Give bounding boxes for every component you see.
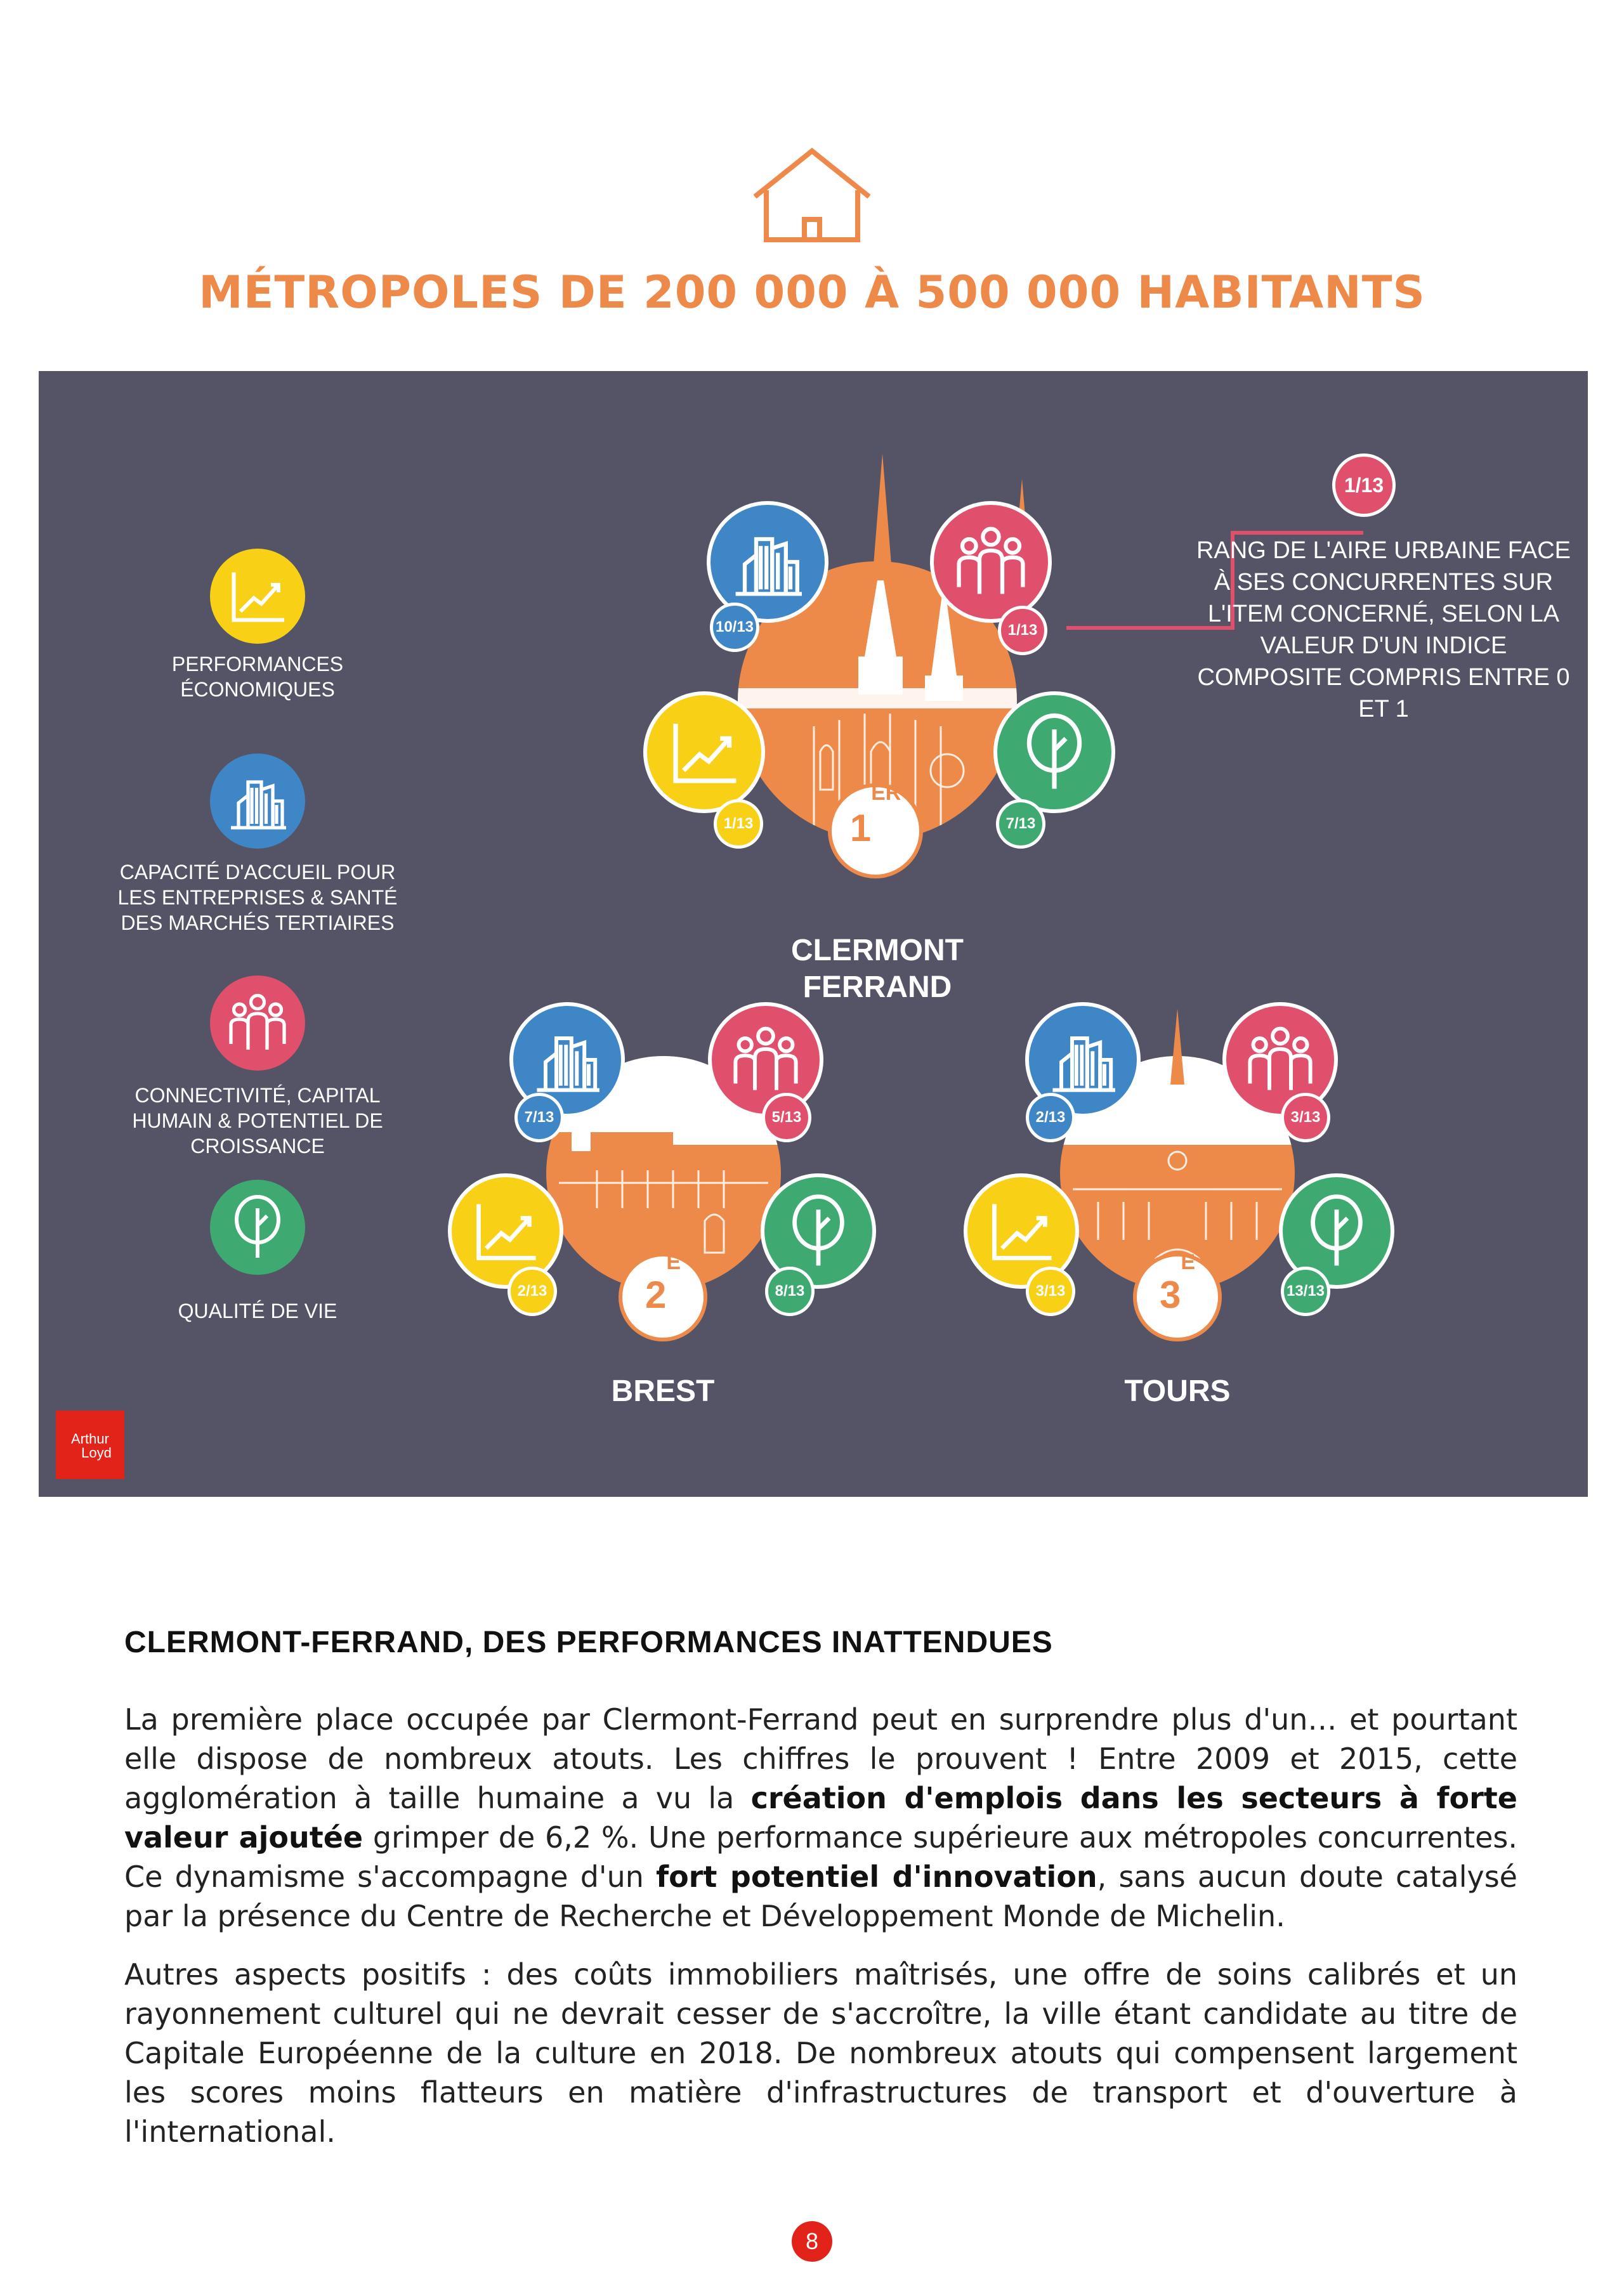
- legend-label-capacity: CAPACITÉ D'ACCUEIL POUR LES ENTREPRISES & SANTÉ DES MARCHÉS TERTIAIRES: [117, 861, 398, 934]
- clermont-place-suffix: ER: [871, 781, 901, 805]
- p1-part-a: La première place occupée par Clermont-Ferrand peut en surprendre plus d'un… et pourtant elle dispose de nombreux atouts. Les chiffres le prouvent ! Entre 2009 et 2015, cette agglomération à taille humaine a vu la: [124, 1702, 1517, 1815]
- p1-part-e: , sans aucun doute catalysé par la présence du Centre de Recherche et Développement Monde de Michelin.: [124, 1860, 1517, 1933]
- brest-buildings-rank: 7/13: [514, 1093, 564, 1142]
- tours-place-badge: [1133, 1250, 1222, 1341]
- brest-people-rank: 5/13: [762, 1093, 811, 1142]
- logo-line1: Arthur: [71, 1431, 109, 1447]
- page-title: MÉTROPOLES DE 200 000 À 500 000 HABITANTS: [199, 266, 1425, 318]
- house-icon: [749, 145, 875, 246]
- brest-people-icon: [708, 1002, 823, 1118]
- legend-label-connectivity: CONNECTIVITÉ, CAPITAL HUMAIN & POTENTIEL DE CROISSANCE: [132, 1084, 383, 1158]
- legend-label-economy: PERFORMANCES ÉCONOMIQUES: [171, 653, 344, 701]
- brest-place-badge: [619, 1250, 707, 1341]
- clermont-economy-rank: 1/13: [714, 799, 763, 849]
- clermont-life-rank: 7/13: [996, 799, 1045, 849]
- tours-name-line1: TOURS: [1124, 1374, 1231, 1408]
- explanation-rank-badge: 1/13: [1332, 453, 1396, 517]
- tours-people-rank: 3/13: [1281, 1093, 1330, 1142]
- tours-buildings-rank: 2/13: [1026, 1093, 1075, 1142]
- clermont-buildings-rank: 10/13: [710, 603, 759, 652]
- clermont-city-name: [719, 932, 1036, 1006]
- tours-tower-icon: [1162, 1008, 1193, 1085]
- tours-economy-rank: 3/13: [1026, 1267, 1075, 1316]
- clermont-name-line2: FERRAND: [802, 970, 952, 1004]
- tree-icon: [210, 1180, 305, 1275]
- p1-bold-jobs: création d'emplois dans les secteurs à forte valeur ajoutée: [124, 1781, 1517, 1855]
- legend-label-quality: QUALITÉ DE VIE: [178, 1300, 337, 1322]
- p1-part-c: grimper de 6,2 %. Une performance supérieure aux métropoles concurrentes. Ce dynamisme s'accompagne d'un: [124, 1820, 1517, 1894]
- people-icon: [210, 975, 305, 1071]
- clermont-place-badge: [828, 783, 923, 878]
- clermont-people-icon: [930, 501, 1052, 623]
- brest-life-rank: 8/13: [765, 1267, 815, 1316]
- clermont-name-line1: CLERMONT: [791, 934, 964, 967]
- infographic-panel: [39, 371, 1588, 1497]
- brest-place-number: 2: [645, 1274, 667, 1316]
- clermont-economy-icon: [643, 691, 765, 813]
- article-paragraph-1: [124, 1700, 1517, 1936]
- logo-line2: Loyd: [81, 1445, 112, 1461]
- p1-bold-innovation: fort potentiel d'innovation: [656, 1860, 1097, 1894]
- article-paragraph-2: Autres aspects positifs : des coûts immobiliers maîtrisés, une offre de soins calibrés et un rayonnement culturel qui ne devrait cesser de s'accroître, la ville étant candidate au titre de Capitale Européenne de la culture en 2018. De nombreux atouts qui compensent largement les scores moins flatteurs en matière d'infrastructures de transport et d'ouverture à l'international.: [124, 1957, 1517, 2149]
- tours-place-suffix: E: [1181, 1250, 1196, 1274]
- arthur-loyd-logo: [56, 1411, 124, 1479]
- page-number: 8: [792, 2221, 832, 2262]
- clermont-life-icon: [993, 691, 1115, 813]
- brest-name-line1: BREST: [611, 1374, 715, 1408]
- explanation-text: RANG DE L'AIRE URBAINE FACE À SES CONCURRENTES SUR L'ITEM CONCERNÉ, SELON LA VALEUR D'UN INDICE COMPOSITE COMPRIS ENTRE 0 ET 1: [1196, 537, 1571, 722]
- tours-life-rank: 13/13: [1281, 1267, 1330, 1316]
- article-heading: CLERMONT-FERRAND, DES PERFORMANCES INATTENDUES: [124, 1626, 1053, 1659]
- brest-place-suffix: E: [666, 1250, 681, 1274]
- tours-city-name: [1019, 1373, 1336, 1410]
- growth-chart-icon: [210, 549, 305, 644]
- buildings-icon: [210, 753, 305, 849]
- clermont-people-rank: 1/13: [998, 606, 1047, 655]
- tours-place-number: 3: [1159, 1274, 1181, 1316]
- brest-economy-rank: 2/13: [508, 1267, 557, 1316]
- clermont-place-number: 1: [849, 807, 872, 849]
- brest-city-name: [504, 1373, 822, 1410]
